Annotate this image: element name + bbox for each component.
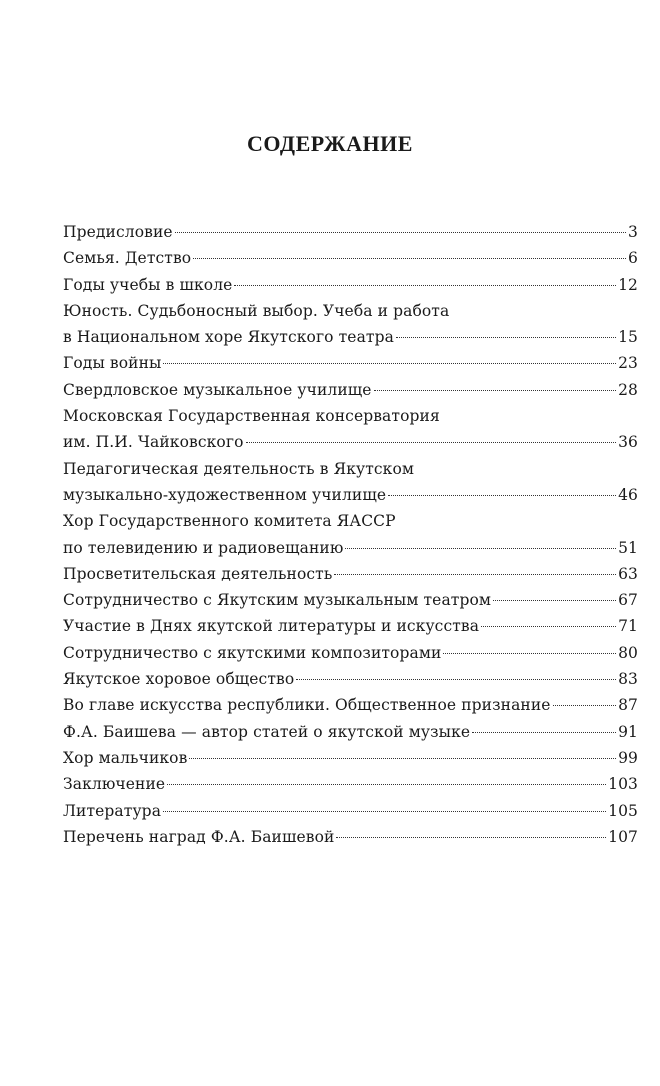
toc-entry[interactable] — [63, 692, 638, 718]
toc-page-number: 63 — [618, 564, 638, 583]
toc-entry-title: Годы войны — [63, 354, 162, 373]
toc-entry[interactable] — [63, 350, 638, 376]
toc-entry-title: Годы учебы в школе — [63, 275, 233, 294]
dot-leader — [388, 495, 616, 496]
toc-entry[interactable] — [63, 771, 638, 797]
dot-leader — [336, 837, 606, 838]
toc-entry-title: Ф.А. Баишева — автор статей о якутской музыке — [63, 722, 471, 741]
toc-entry[interactable] — [63, 456, 638, 509]
toc-entry-title: Участие в Днях якутской литературы и искусства — [63, 617, 480, 636]
dot-leader — [193, 258, 626, 259]
toc-entry-title: Якутское хоровое общество — [63, 670, 295, 689]
toc-page-number: 36 — [618, 433, 638, 452]
toc-page-number: 67 — [618, 591, 638, 610]
toc-entry-title: Московская Государственная консерватория — [63, 407, 440, 426]
toc-entry[interactable] — [63, 508, 638, 561]
toc-page-number: 51 — [618, 538, 638, 557]
toc-entry-title: Сотрудничество с якутскими композиторами — [63, 643, 442, 662]
toc-page-number: 87 — [618, 696, 638, 715]
toc-page-number: 80 — [618, 643, 638, 662]
dot-leader — [163, 811, 606, 812]
table-of-contents — [63, 219, 638, 850]
dot-leader — [396, 337, 616, 338]
dot-leader — [493, 600, 616, 601]
toc-entry-title: в Национальном хоре Якутского театра — [63, 328, 394, 347]
toc-entry-title: Литература — [63, 801, 162, 820]
toc-entry-title: Предисловие — [63, 223, 173, 241]
toc-entry-title: Юность. Судьбоносный выбор. Учеба и работа — [63, 301, 450, 320]
toc-entry-title: Заключение — [63, 775, 166, 794]
dot-leader — [472, 732, 616, 733]
toc-page-number: 6 — [628, 249, 638, 268]
toc-entry-title: музыкально-художественном училище — [63, 485, 387, 504]
dot-leader — [163, 363, 616, 364]
toc-entry[interactable] — [63, 798, 638, 824]
toc-page-number: 103 — [608, 775, 638, 794]
toc-page-number: 83 — [618, 670, 638, 689]
dot-leader — [167, 784, 606, 785]
toc-page-number: 46 — [618, 485, 638, 504]
toc-entry[interactable] — [63, 613, 638, 639]
dot-leader — [175, 232, 626, 233]
toc-entry-title: по телевидению и радиовещанию — [63, 538, 344, 557]
toc-entry[interactable] — [63, 245, 638, 271]
toc-entry-title: Семья. Детство — [63, 249, 192, 268]
toc-entry-title: Просветительская деятельность — [63, 564, 333, 583]
dot-leader — [345, 548, 616, 549]
dot-leader — [246, 442, 617, 443]
toc-page-number: 71 — [618, 617, 638, 636]
toc-entry[interactable] — [63, 298, 638, 351]
page-title: СОДЕРЖАНИЕ — [247, 131, 413, 156]
dot-leader — [189, 758, 616, 759]
toc-entry[interactable] — [63, 219, 638, 245]
toc-page-number: 12 — [618, 275, 638, 294]
toc-page-number: 99 — [618, 748, 638, 767]
toc-entry[interactable] — [63, 824, 638, 850]
dot-leader — [443, 653, 616, 654]
toc-page-number: 91 — [618, 722, 638, 741]
toc-entry-title: Перечень наград Ф.А. Баишевой — [63, 827, 335, 846]
toc-entry[interactable] — [63, 403, 638, 456]
toc-page-number: 107 — [608, 827, 638, 846]
dot-leader — [334, 574, 616, 575]
toc-entry-title: Во главе искусства республики. Общественное признание — [63, 696, 551, 715]
toc-entry[interactable] — [63, 745, 638, 771]
toc-page-number: 3 — [628, 223, 638, 241]
toc-entry-title: Педагогическая деятельность в Якутском — [63, 459, 415, 478]
toc-entry-title: им. П.И. Чайковского — [63, 433, 244, 452]
toc-page-number: 23 — [618, 354, 638, 373]
toc-entry-title: Сотрудничество с Якутским музыкальным театром — [63, 591, 492, 610]
toc-entry[interactable] — [63, 561, 638, 587]
toc-entry[interactable] — [63, 587, 638, 613]
toc-page-number: 105 — [608, 801, 638, 820]
toc-entry-title: Хор Государственного комитета ЯАССР — [63, 512, 396, 531]
toc-entry[interactable] — [63, 719, 638, 745]
toc-entry[interactable] — [63, 666, 638, 692]
toc-entry[interactable] — [63, 640, 638, 666]
dot-leader — [234, 285, 616, 286]
dot-leader — [553, 705, 617, 706]
toc-entry-title: Хор мальчиков — [63, 748, 188, 767]
toc-page-number: 15 — [618, 328, 638, 347]
toc-entry[interactable] — [63, 377, 638, 403]
toc-entry[interactable] — [63, 272, 638, 298]
toc-entry-title: Свердловское музыкальное училище — [63, 380, 372, 399]
dot-leader — [296, 679, 616, 680]
toc-page-number: 28 — [618, 380, 638, 399]
dot-leader — [374, 390, 617, 391]
dot-leader — [481, 626, 616, 627]
